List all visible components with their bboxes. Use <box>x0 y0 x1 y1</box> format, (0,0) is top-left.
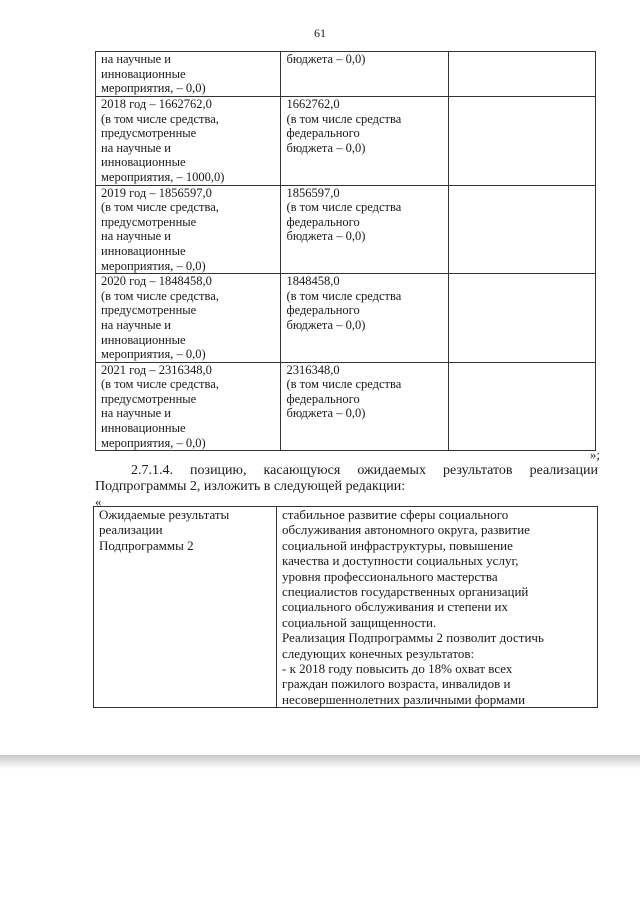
table-cell: 2019 год – 1856597,0 (в том числе средства, предусмотренные на научные и инновационные мероприятия, – 0,0) <box>96 185 281 274</box>
table-cell: 2021 год – 2316348,0 (в том числе средства, предусмотренные на научные и инновационные мероприятия, – 0,0) <box>96 362 281 451</box>
results-label-cell: Ожидаемые результаты реализации Подпрограммы 2 <box>94 507 277 708</box>
page-edge <box>0 755 640 769</box>
table-cell: бюджета – 0,0) <box>281 52 448 97</box>
results-text-cell: стабильное развитие сферы социального обслуживания автономного округа, развитие социальной инфраструктуры, повышение качества и доступности социальных услуг, уровня профессионального мастерства специалистов государственных организаций социального обслуживания и степени их социальной защищенности. Реализация Подпрограммы 2 позволит достичь следующих конечных результатов: - к 2018 году повысить до 18% охват всех граждан пожилого возраста, инвалидов и несовершеннолетних различными формами <box>277 507 598 708</box>
paragraph-line: Подпрограммы 2, изложить в следующей редакции: <box>95 479 406 494</box>
table-row <box>96 274 596 363</box>
table-row <box>94 507 598 708</box>
closing-quote: »; <box>589 447 600 462</box>
table-cell <box>448 97 595 186</box>
table-row <box>96 362 596 451</box>
table-cell: 2018 год – 1662762,0 (в том числе средства, предусмотренные на научные и инновационные мероприятия, – 1000,0) <box>96 97 281 186</box>
page-number: 61 <box>314 26 326 40</box>
budget-table <box>95 51 596 451</box>
table-cell: на научные и инновационные мероприятия, – 0,0) <box>96 52 281 97</box>
table-row <box>96 185 596 274</box>
table-cell <box>448 185 595 274</box>
table-cell: 1848458,0 (в том числе средства федерального бюджета – 0,0) <box>281 274 448 363</box>
table-cell: 1662762,0 (в том числе средства федерального бюджета – 0,0) <box>281 97 448 186</box>
table-cell: 2316348,0 (в том числе средства федерального бюджета – 0,0) <box>281 362 448 451</box>
opening-quote: « <box>95 494 102 509</box>
table-cell: 2020 год – 1848458,0 (в том числе средства, предусмотренные на научные и инновационные мероприятия, – 0,0) <box>96 274 281 363</box>
table-cell: 1856597,0 (в том числе средства федерального бюджета – 0,0) <box>281 185 448 274</box>
table-row <box>96 52 596 97</box>
table-cell <box>448 362 595 451</box>
results-table <box>93 506 598 708</box>
table-cell <box>448 274 595 363</box>
table-cell <box>448 52 595 97</box>
amendment-paragraph <box>95 463 598 495</box>
paragraph-line: 2.7.1.4. позицию, касающуюся ожидаемых результатов реализации <box>131 463 598 478</box>
table-row <box>96 97 596 186</box>
